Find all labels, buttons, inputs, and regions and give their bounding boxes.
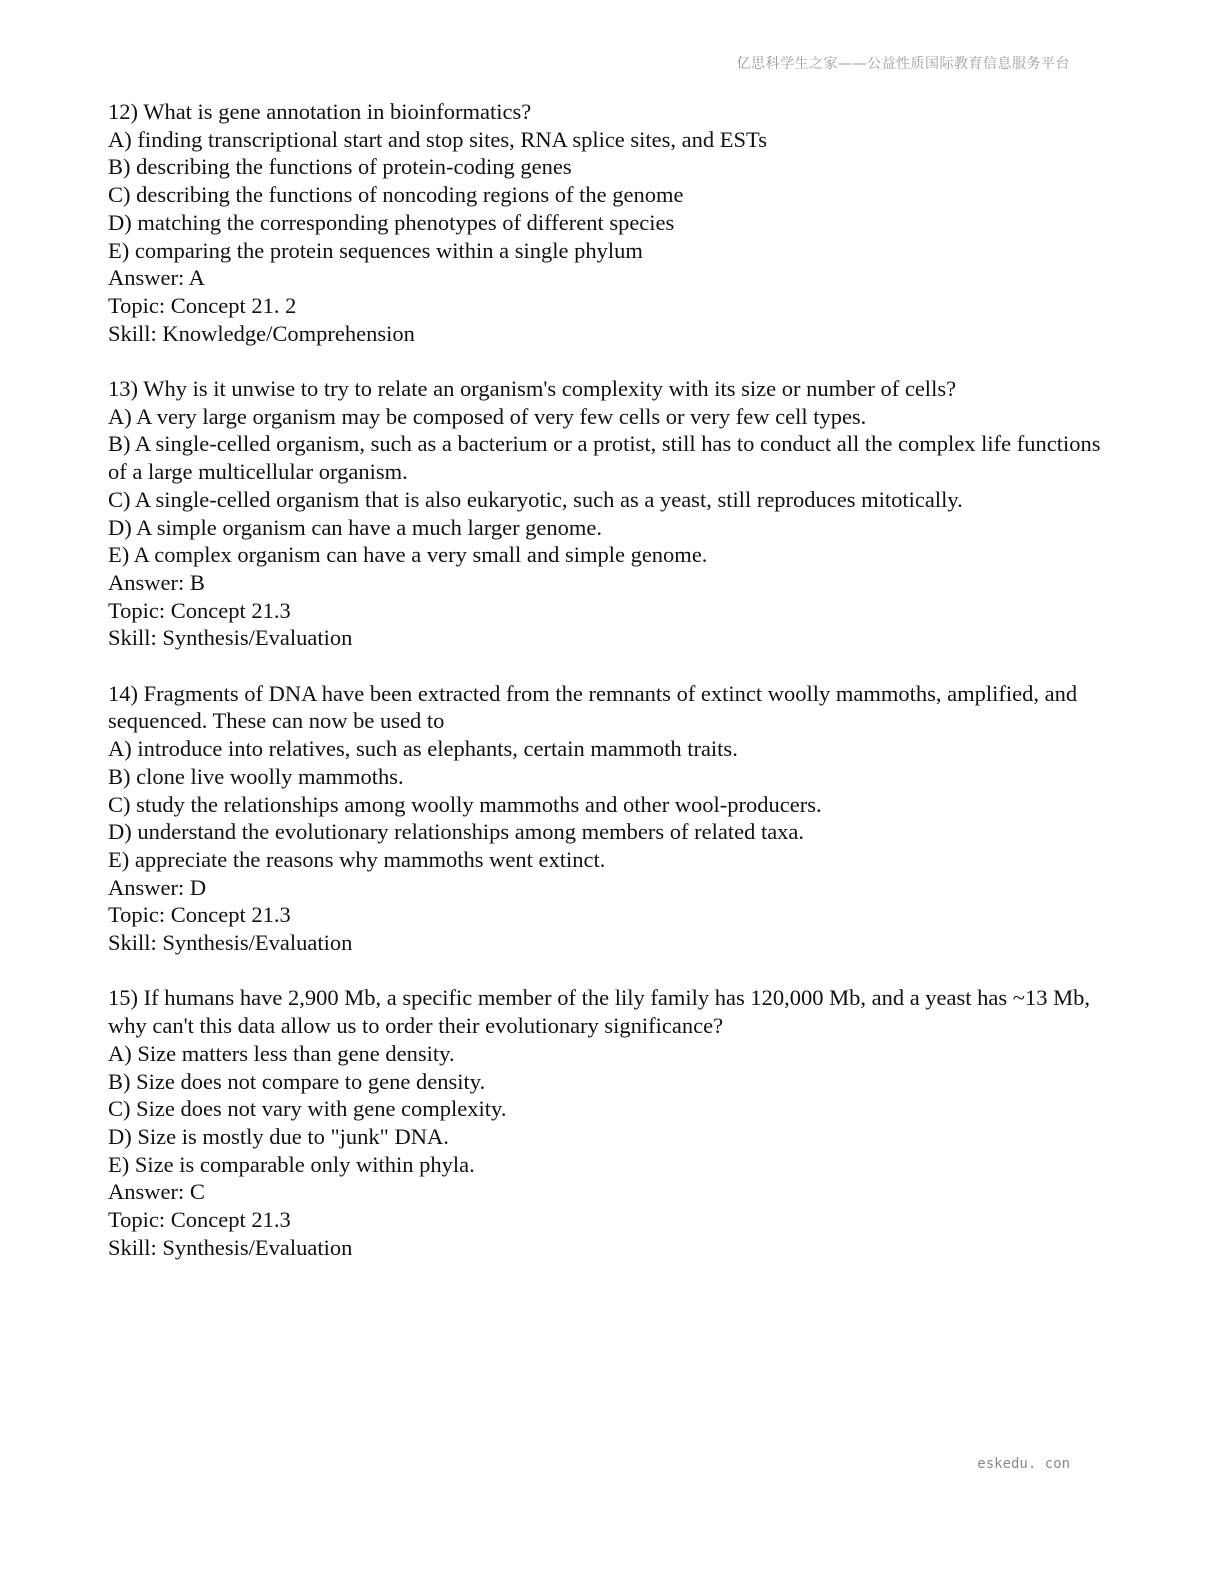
answer: Answer: D xyxy=(108,874,207,900)
option-d: D) A simple organism can have a much larger genome. xyxy=(108,514,603,540)
option-d: D) understand the evolutionary relationships among members of related taxa. xyxy=(108,819,805,845)
option-c: C) study the relationships among woolly mammoths and other wool-producers. xyxy=(108,791,822,817)
question-stem: 12) What is gene annotation in bioinformatics? xyxy=(108,99,532,124)
question-stem: 14) Fragments of DNA have been extracted from the remnants of extinct woolly mammoths, amplified, and sequenced. These can now be used to xyxy=(108,680,1078,734)
option-e: E) Size is comparable only within phyla. xyxy=(108,1151,475,1177)
option-c: C) Size does not vary with gene complexity. xyxy=(108,1096,507,1122)
option-a: A) A very large organism may be composed of very few cells or very few cell types. xyxy=(108,403,867,429)
topic: Topic: Concept 21.3 xyxy=(108,597,291,623)
option-e: E) appreciate the reasons why mammoths went extinct. xyxy=(108,846,606,872)
option-e: E) comparing the protein sequences within a single phylum xyxy=(108,237,643,263)
question-15 xyxy=(108,984,1108,1261)
question-13 xyxy=(108,375,1108,652)
option-c: C) describing the functions of noncoding regions of the genome xyxy=(108,182,684,208)
question-list xyxy=(108,98,1108,1289)
option-d: D) matching the corresponding phenotypes of different species xyxy=(108,209,675,235)
topic: Topic: Concept 21. 2 xyxy=(108,292,297,318)
skill: Skill: Synthesis/Evaluation xyxy=(108,625,353,651)
question-14 xyxy=(108,680,1108,957)
option-a: A) finding transcriptional start and stop sites, RNA splice sites, and ESTs xyxy=(108,126,767,152)
topic: Topic: Concept 21.3 xyxy=(108,1207,291,1233)
option-b: B) Size does not compare to gene density. xyxy=(108,1068,486,1094)
page-footer-watermark: eskedu. con xyxy=(977,1456,1070,1472)
skill: Skill: Synthesis/Evaluation xyxy=(108,930,353,956)
option-c: C) A single-celled organism that is also eukaryotic, such as a yeast, still reproduces mitotically. xyxy=(108,486,963,512)
question-stem: 15) If humans have 2,900 Mb, a specific member of the lily family has 120,000 Mb, and a yeast has ~13 Mb, why can't this data allow us to order their evolutionary significance? xyxy=(108,985,1090,1039)
option-b: B) A single-celled organism, such as a bacterium or a protist, still has to conduct all the complex life functions of a large multicellular organism. xyxy=(108,431,1101,485)
answer: Answer: C xyxy=(108,1179,205,1205)
topic: Topic: Concept 21.3 xyxy=(108,902,291,928)
option-e: E) A complex organism can have a very small and simple genome. xyxy=(108,542,708,568)
answer: Answer: A xyxy=(108,265,205,291)
answer: Answer: B xyxy=(108,569,205,595)
option-b: B) clone live woolly mammoths. xyxy=(108,763,404,789)
option-d: D) Size is mostly due to "junk" DNA. xyxy=(108,1123,449,1149)
skill: Skill: Knowledge/Comprehension xyxy=(108,320,415,346)
question-stem: 13) Why is it unwise to try to relate an organism's complexity with its size or number of cells? xyxy=(108,376,957,402)
page-header-watermark: 亿思科学生之家——公益性质国际教育信息服务平台 xyxy=(736,56,1070,72)
skill: Skill: Synthesis/Evaluation xyxy=(108,1234,353,1260)
question-12 xyxy=(108,98,1108,347)
option-b: B) describing the functions of protein-coding genes xyxy=(108,154,572,180)
option-a: A) introduce into relatives, such as elephants, certain mammoth traits. xyxy=(108,736,738,762)
option-a: A) Size matters less than gene density. xyxy=(108,1040,455,1066)
